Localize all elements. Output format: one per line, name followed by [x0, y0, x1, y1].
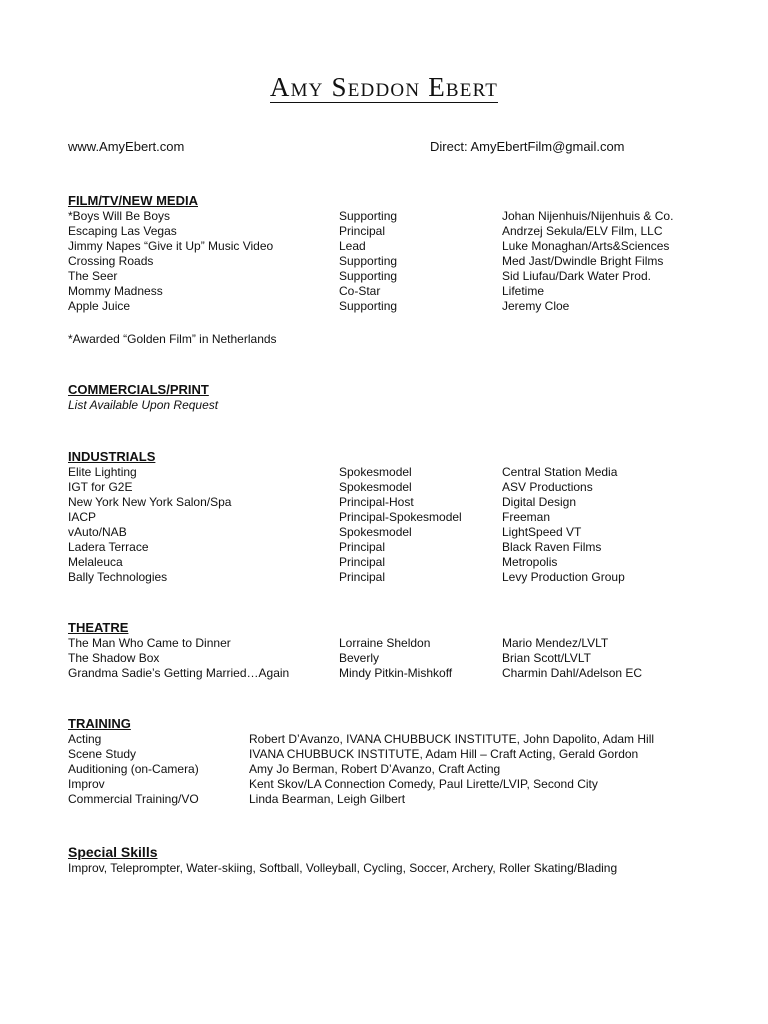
training-type: Scene Study — [68, 747, 137, 761]
instructors: Robert D’Avanzo, IVANA CHUBBUCK INSTITUTE, John Dapolito, Adam Hill — [249, 732, 655, 746]
director-company: Johan Nijenhuis/Nijenhuis & Co. — [502, 209, 674, 223]
role: Lead — [339, 239, 366, 253]
film-heading: FILM/TV/NEW MEDIA — [68, 193, 198, 208]
role: Mindy Pitkin-Mishkoff — [339, 666, 453, 680]
project-title: Elite Lighting — [68, 465, 137, 479]
website-link[interactable]: www.AmyEbert.com — [68, 139, 185, 154]
table-row — [68, 651, 708, 666]
project-title: Melaleuca — [68, 555, 123, 569]
company: Central Station Media — [502, 465, 618, 479]
company: LightSpeed VT — [502, 525, 582, 539]
industrials-heading: INDUSTRIALS — [68, 449, 156, 464]
project-title: IGT for G2E — [68, 480, 133, 494]
skills-text: Improv, Teleprompter, Water-skiing, Softball, Volleyball, Cycling, Soccer, Archery, Roller Skating/Blading — [68, 861, 618, 875]
table-row — [68, 224, 708, 239]
instructors: Kent Skov/LA Connection Comedy, Paul Lirette/LVIP, Second City — [249, 777, 598, 791]
table-row — [68, 570, 708, 585]
play-title: The Man Who Came to Dinner — [68, 636, 231, 650]
director-venue: Brian Scott/LVLT — [502, 651, 591, 665]
role: Spokesmodel — [339, 525, 412, 539]
company: ASV Productions — [502, 480, 593, 494]
role: Lorraine Sheldon — [339, 636, 431, 650]
table-row — [68, 540, 708, 555]
table-row — [68, 480, 708, 495]
table-row — [68, 732, 708, 747]
table-row — [68, 269, 708, 284]
table-row — [68, 510, 708, 525]
project-title: Apple Juice — [68, 299, 131, 313]
play-title: Grandma Sadie’s Getting Married…Again — [68, 666, 290, 680]
role: Principal-Spokesmodel — [339, 510, 462, 524]
project-title: Mommy Madness — [68, 284, 163, 298]
table-row — [68, 792, 708, 807]
company: Freeman — [502, 510, 551, 524]
table-row — [68, 555, 708, 570]
role: Supporting — [339, 269, 398, 283]
table-row — [68, 762, 708, 777]
director-company: Sid Liufau/Dark Water Prod. — [502, 269, 651, 283]
film-credits-list — [68, 209, 708, 314]
project-title: *Boys Will Be Boys — [68, 209, 171, 223]
table-row — [68, 299, 708, 314]
director-venue: Charmin Dahl/Adelson EC — [502, 666, 643, 680]
project-title: Ladera Terrace — [68, 540, 149, 554]
company: Digital Design — [502, 495, 577, 509]
director-company: Luke Monaghan/Arts&Sciences — [502, 239, 670, 253]
industrials-list — [68, 465, 708, 585]
instructors: Linda Bearman, Leigh Gilbert — [249, 792, 406, 806]
table-row — [68, 747, 708, 762]
role: Supporting — [339, 254, 398, 268]
role: Principal-Host — [339, 495, 414, 509]
table-row — [68, 209, 708, 224]
company: Black Raven Films — [502, 540, 602, 554]
company: Levy Production Group — [502, 570, 625, 584]
role: Spokesmodel — [339, 465, 412, 479]
training-type: Commercial Training/VO — [68, 792, 199, 806]
role: Principal — [339, 540, 386, 554]
theatre-heading: THEATRE — [68, 620, 129, 635]
project-title: The Seer — [68, 269, 118, 283]
role: Principal — [339, 224, 386, 238]
director-company: Lifetime — [502, 284, 545, 298]
skills-heading: Special Skills — [68, 844, 158, 860]
role: Spokesmodel — [339, 480, 412, 494]
commercials-note: List Available Upon Request — [68, 398, 219, 412]
play-title: The Shadow Box — [68, 651, 160, 665]
table-row — [68, 777, 708, 792]
industrials-section — [68, 449, 708, 585]
table-row — [68, 254, 708, 269]
film-award-note: *Awarded “Golden Film” in Netherlands — [68, 332, 277, 346]
table-row — [68, 636, 708, 651]
table-row — [68, 284, 708, 299]
instructors: Amy Jo Berman, Robert D’Avanzo, Craft Acting — [249, 762, 501, 776]
project-title: Crossing Roads — [68, 254, 154, 268]
director-venue: Mario Mendez/LVLT — [502, 636, 609, 650]
training-heading: TRAINING — [68, 716, 131, 731]
table-row — [68, 495, 708, 510]
training-type: Acting — [68, 732, 102, 746]
table-row — [68, 465, 708, 480]
commercials-heading: COMMERCIALS/PRINT — [68, 382, 209, 397]
theatre-list — [68, 636, 708, 681]
direct-email: Direct: AmyEbertFilm@gmail.com — [430, 139, 625, 154]
role: Supporting — [339, 209, 398, 223]
table-row — [68, 239, 708, 254]
role: Beverly — [339, 651, 380, 665]
commercials-section — [68, 382, 218, 413]
table-row — [68, 666, 708, 681]
project-title: vAuto/NAB — [68, 525, 127, 539]
skills-section — [68, 844, 708, 876]
project-title: IACP — [68, 510, 97, 524]
role: Principal — [339, 570, 386, 584]
theatre-section — [68, 620, 708, 681]
film-section — [68, 193, 708, 347]
role: Principal — [339, 555, 386, 569]
project-title: Bally Technologies — [68, 570, 168, 584]
training-section — [68, 716, 708, 807]
director-company: Med Jast/Dwindle Bright Films — [502, 254, 664, 268]
training-type: Auditioning (on-Camera) — [68, 762, 199, 776]
instructors: IVANA CHUBBUCK INSTITUTE, Adam Hill – Craft Acting, Gerald Gordon — [249, 747, 639, 761]
role: Co-Star — [339, 284, 381, 298]
company: Metropolis — [502, 555, 558, 569]
table-row — [68, 525, 708, 540]
training-type: Improv — [68, 777, 105, 791]
training-list — [68, 732, 708, 807]
role: Supporting — [339, 299, 398, 313]
project-title: New York New York Salon/Spa — [68, 495, 232, 509]
director-company: Andrzej Sekula/ELV Film, LLC — [502, 224, 663, 238]
director-company: Jeremy Cloe — [502, 299, 570, 313]
project-title: Jimmy Napes “Give it Up” Music Video — [68, 239, 274, 253]
project-title: Escaping Las Vegas — [68, 224, 177, 238]
resume-name: Amy Seddon Ebert — [269, 72, 499, 102]
